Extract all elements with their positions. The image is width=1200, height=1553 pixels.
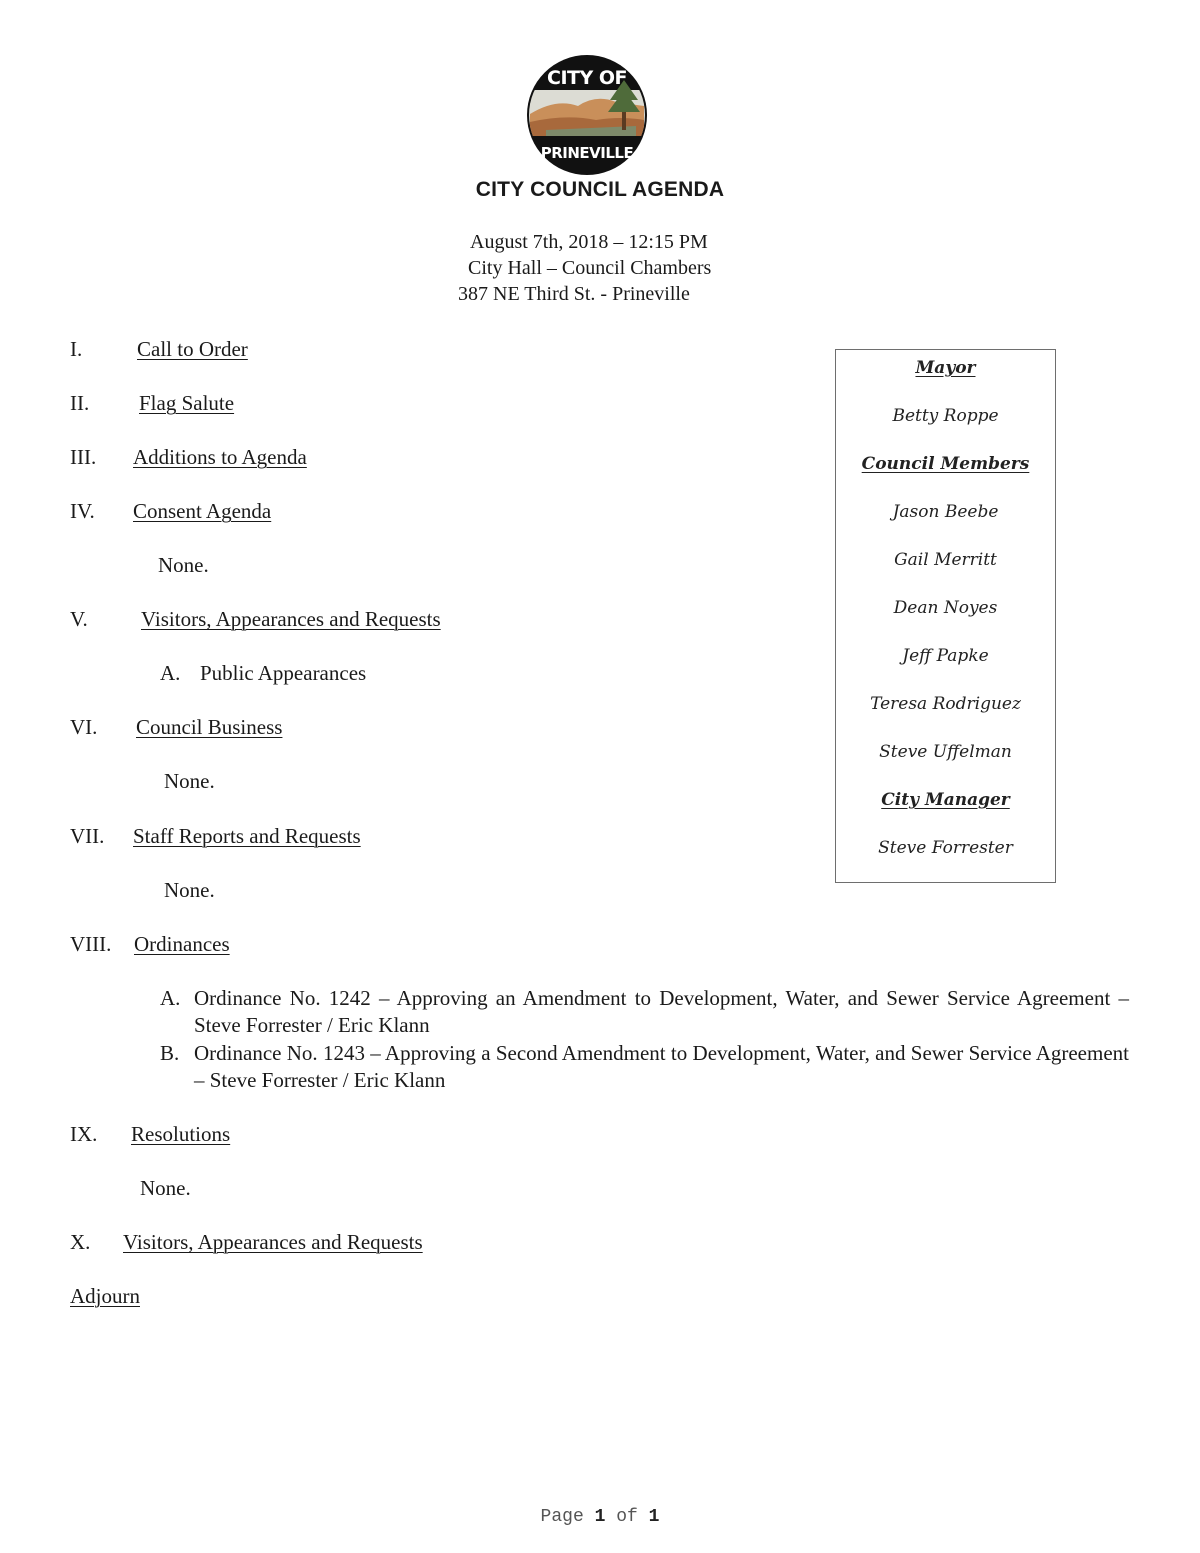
- logo-bottom-text: PRINEVILLE: [540, 144, 634, 162]
- agenda-item-note: None.: [158, 553, 209, 577]
- page-number-footer: [0, 1507, 1200, 1527]
- agenda-item-note: None.: [164, 878, 215, 902]
- agenda-item-label: Visitors, Appearances and Requests: [123, 1230, 423, 1254]
- agenda-item-label: Ordinances: [134, 932, 230, 956]
- city-of-prineville-logo: [526, 54, 648, 176]
- meeting-location: City Hall – Council Chambers: [468, 257, 712, 279]
- ordinance-letter: A.: [160, 986, 181, 1010]
- agenda-item-note: None.: [164, 769, 215, 793]
- agenda-item-number: III.: [70, 445, 97, 469]
- subitem-letter: A.: [160, 661, 181, 685]
- council-member-name: Teresa Rodriguez: [870, 694, 1021, 714]
- agenda-item-label: Staff Reports and Requests: [133, 824, 361, 848]
- agenda-item-label: Consent Agenda: [133, 499, 272, 523]
- ordinance-letter: B.: [160, 1041, 180, 1065]
- council-members-heading: Council Members: [861, 454, 1030, 474]
- council-member-name: Steve Uffelman: [879, 742, 1012, 762]
- subitem-label: Public Appearances: [200, 661, 367, 685]
- council-member-name: Dean Noyes: [893, 598, 998, 618]
- agenda-adjourn: Adjourn: [70, 1284, 140, 1308]
- footer-page-word: Page: [540, 1507, 584, 1527]
- council-member-name: Jeff Papke: [902, 646, 989, 666]
- city-manager-name: Steve Forrester: [878, 838, 1013, 858]
- agenda-item-number: VIII.: [70, 932, 112, 956]
- logo-top-text: CITY OF: [547, 67, 627, 89]
- agenda-item-label: Visitors, Appearances and Requests: [141, 607, 441, 631]
- footer-page-total: 1: [648, 1507, 660, 1527]
- footer-page-number: 1: [594, 1507, 606, 1527]
- agenda-item-label: Call to Order: [137, 337, 248, 361]
- ordinance-1243: Ordinance No. 1243 – Approving a Second Amendment to Development, Water, and Sewer Service Agreement – Steve Forrester / Eric Klann: [194, 1041, 1129, 1092]
- agenda-item-label: Council Business: [136, 715, 283, 739]
- meeting-date-time: August 7th, 2018 – 12:15 PM: [470, 231, 708, 253]
- agenda-item-label: Resolutions: [131, 1122, 231, 1146]
- city-manager-heading: City Manager: [881, 790, 1010, 810]
- council-member-name: Gail Merritt: [894, 550, 997, 570]
- agenda-item-number: I.: [70, 337, 83, 361]
- agenda-item-number: IX.: [70, 1122, 98, 1146]
- agenda-item-label: Additions to Agenda: [133, 445, 307, 469]
- mayor-heading: Mayor: [915, 358, 976, 378]
- agenda-item-note: None.: [140, 1176, 191, 1200]
- agenda-item-number: VII.: [70, 824, 105, 848]
- agenda-item-number: VI.: [70, 715, 98, 739]
- mayor-name: Betty Roppe: [892, 406, 999, 426]
- agenda-item-number: V.: [70, 607, 88, 631]
- agenda-item-number: IV.: [70, 499, 95, 523]
- agenda-subitem-public-appearances: [160, 660, 367, 686]
- page-title: CITY COUNCIL AGENDA: [475, 178, 725, 201]
- footer-of-word: of: [616, 1507, 638, 1527]
- agenda-item-number: X.: [70, 1230, 91, 1254]
- ordinance-1242: Ordinance No. 1242 – Approving an Amendment to Development, Water, and Sewer Service Agreement – Steve Forrester / Eric Klann: [194, 986, 1129, 1037]
- council-roster-box: [835, 349, 1056, 883]
- agenda-item-label: Flag Salute: [139, 391, 235, 415]
- agenda-item-number: II.: [70, 391, 90, 415]
- meeting-address: 387 NE Third St. - Prineville: [458, 283, 690, 305]
- council-member-name: Jason Beebe: [892, 502, 999, 522]
